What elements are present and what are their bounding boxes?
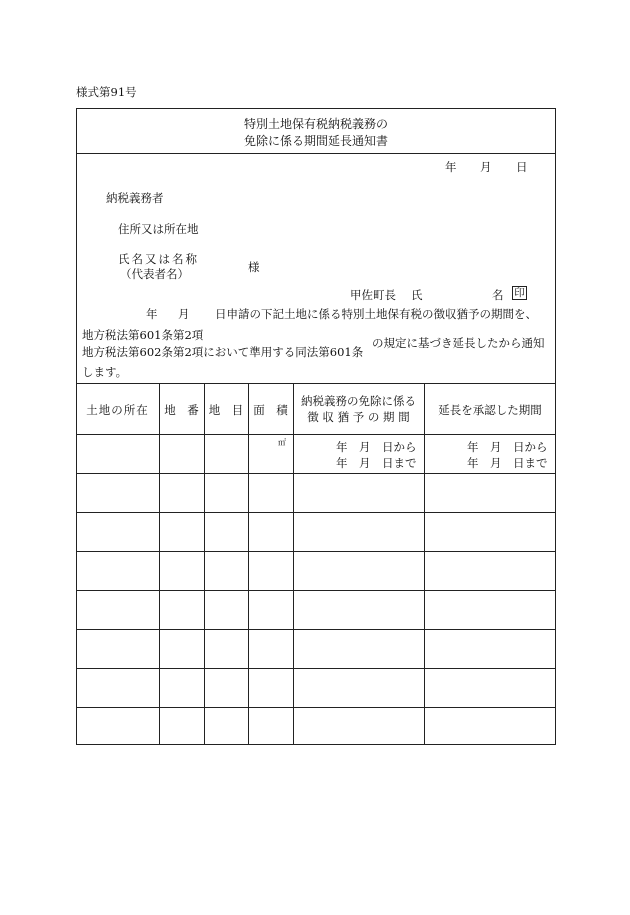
name-label: 氏名又は名称	[118, 252, 199, 266]
document-title-line1: 特別土地保有税納税義務の	[243, 117, 388, 131]
table-row-divider	[76, 512, 556, 513]
seal-stamp: 印	[512, 286, 527, 300]
table-row-divider	[76, 668, 556, 669]
body-sentence-end: します。	[82, 365, 128, 379]
table-row-divider	[76, 629, 556, 630]
document-title-line2: 免除に係る期間延長通知書	[243, 134, 388, 148]
body-year: 年	[146, 307, 158, 321]
period-from: 年 月 日から	[336, 440, 417, 454]
table-header-border	[76, 434, 556, 435]
taxpayer-heading: 納税義務者	[106, 191, 164, 205]
title-divider	[76, 153, 556, 154]
issuer-title: 甲佐町長	[350, 288, 396, 302]
area-unit: ㎡	[278, 438, 286, 447]
date-year: 年	[445, 160, 457, 174]
table-col-divider	[424, 383, 425, 745]
header-exemption-period-line1: 納税義務の免除に係る	[301, 394, 416, 408]
table-col-divider	[159, 383, 160, 745]
approved-from: 年 月 日から	[467, 440, 548, 454]
table-row-divider	[76, 590, 556, 591]
table-row-divider	[76, 473, 556, 474]
table-row-divider	[76, 551, 556, 552]
header-exemption-period-line2: 徴 収 猶 予 の 期 間	[307, 410, 410, 424]
issuer-name-prefix: 氏	[411, 288, 423, 302]
date-day: 日	[516, 160, 528, 174]
header-approved-period: 延長を承認した期間	[438, 403, 542, 417]
header-land-category: 地 目	[208, 403, 244, 417]
form-number: 様式第91号	[76, 85, 137, 99]
representative-label: （代表者名）	[120, 267, 189, 281]
body-sentence-mid: の規定に基づき延長したから通知	[372, 336, 545, 350]
body-sentence-start: 日申請の下記土地に係る特別土地保有税の徴収猶予の期間を、	[215, 307, 537, 321]
issuer-name-suffix: 名	[492, 288, 504, 302]
law-option-1: 地方税法第601条第2項	[82, 328, 204, 342]
address-label: 住所又は所在地	[118, 222, 199, 236]
header-area: 面 積	[253, 403, 288, 417]
header-location: 土地の所在	[86, 403, 149, 417]
approved-to: 年 月 日まで	[467, 456, 548, 470]
table-col-divider	[293, 383, 294, 745]
date-month: 月	[480, 160, 492, 174]
header-lot-number: 地 番	[164, 403, 199, 417]
period-to: 年 月 日まで	[336, 456, 417, 470]
table-col-divider	[204, 383, 205, 745]
table-row-divider	[76, 707, 556, 708]
law-option-2: 地方税法第602条第2項において準用する同法第601条	[82, 345, 364, 359]
body-month: 月	[178, 307, 190, 321]
table-top-border	[76, 383, 556, 384]
table-col-divider	[248, 383, 249, 745]
honorific: 様	[248, 260, 260, 274]
